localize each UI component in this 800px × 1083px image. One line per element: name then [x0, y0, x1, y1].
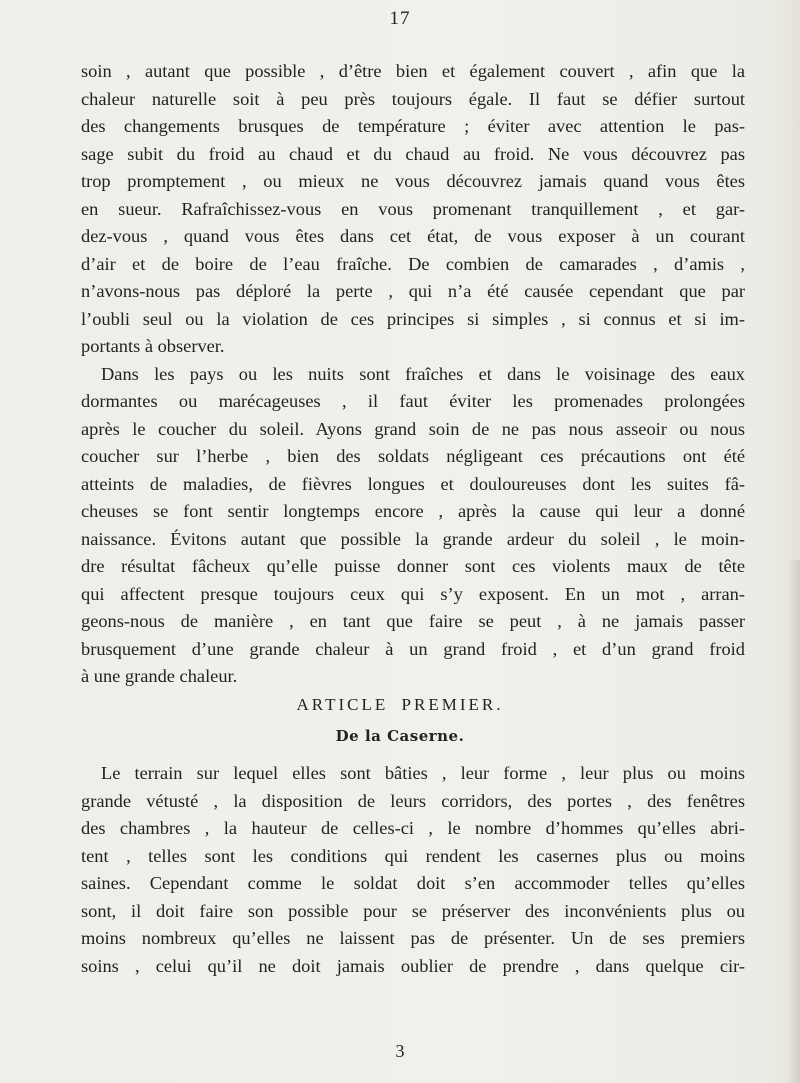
body-text-lower — [81, 760, 745, 980]
text-line: d’air et de boire de l’eau fraîche. De combien de camarades , d’amis , — [81, 253, 745, 274]
paragraph-2 — [81, 361, 745, 691]
text-line: trop promptement , ou mieux ne vous découvrez jamais quand vous êtes — [81, 171, 745, 191]
text-line: portants à observer. — [81, 336, 225, 356]
text-line: grande vétusté , la disposition de leurs corridors, des portes , des fenêtres — [81, 790, 745, 811]
text-line: des chambres , la hauteur de celles-ci , le nombre d’hommes qu’elles abri- — [81, 818, 745, 838]
text-line: saines. Cependant comme le soldat doit s’en accommoder telles qu’elles — [81, 873, 745, 893]
text-line: Le terrain sur lequel elles sont bâties , leur forme , leur plus ou moins — [101, 763, 745, 783]
text-line: chaleur naturelle soit à peu près toujours égale. Il faut se défier surtout — [81, 88, 745, 109]
text-line: tent , telles sont les conditions qui rendent les casernes plus ou moins — [81, 845, 745, 866]
text-line: geons-nous de manière , en tant que faire se peut , à ne jamais passer — [81, 611, 745, 631]
text-line: atteints de maladies, de fièvres longues et douloureuses dont les suites fâ- — [81, 473, 745, 494]
text-line: soin , autant que possible , d’être bien et également couvert , afin que la — [81, 61, 745, 81]
text-line: dormantes ou marécageuses , il faut éviter les promenades prolongées — [81, 391, 745, 411]
text-line: soins , celui qu’il ne doit jamais oublier de prendre , dans quelque cir- — [81, 955, 745, 976]
text-line: n’avons-nous pas déploré la perte , qui n’a été causée cependant que par — [81, 281, 745, 301]
section-heading: De la Caserne. — [335, 727, 465, 745]
text-line: après le coucher du soleil. Ayons grand soin de ne pas nous asseoir ou nous — [81, 418, 745, 439]
page-number: 17 — [389, 8, 411, 29]
text-line: dre résultat fâcheux qu’elle puisse donner sont ces violents maux de tête — [81, 556, 745, 576]
text-line: qui affectent presque toujours ceux qui s’y exposent. En un mot , arran- — [81, 583, 745, 604]
paragraph-3 — [81, 760, 745, 980]
text-line: naissance. Évitons autant que possible la grande ardeur du soleil , le moin- — [81, 528, 745, 549]
text-line: sage subit du froid au chaud et du chaud au froid. Ne vous découvrez pas — [81, 143, 745, 164]
body-text-upper — [81, 58, 745, 691]
text-line: moins nombreux qu’elles ne laissent pas de présenter. Un de ses premiers — [81, 928, 745, 948]
text-line: sont, il doit faire son possible pour se préserver des inconvénients plus ou — [81, 900, 745, 921]
article-heading: ARTICLE PREMIER. — [296, 695, 504, 714]
text-line: l’oubli seul ou la violation de ces principes si simples , si connus et si im- — [81, 308, 745, 329]
page-edge-shadow — [788, 560, 800, 1083]
text-line: brusquement d’une grande chaleur à un grand froid , et d’un grand froid — [81, 638, 745, 659]
signature-mark: 3 — [395, 1041, 405, 1061]
text-line: des changements brusques de température ; éviter avec attention le pas- — [81, 116, 745, 136]
text-line: Dans les pays ou les nuits sont fraîches et dans le voisinage des eaux — [101, 363, 745, 384]
text-line: coucher sur l’herbe , bien des soldats négligeant ces précautions ont été — [81, 446, 745, 466]
text-line: à une grande chaleur. — [81, 666, 238, 686]
text-line: en sueur. Rafraîchissez-vous en vous promenant tranquillement , et gar- — [81, 198, 745, 219]
text-line: cheuses se font sentir longtemps encore , après la cause qui leur a donné — [81, 501, 745, 521]
text-line: dez-vous , quand vous êtes dans cet état, de vous exposer à un courant — [81, 226, 745, 246]
paragraph-1 — [81, 58, 745, 361]
